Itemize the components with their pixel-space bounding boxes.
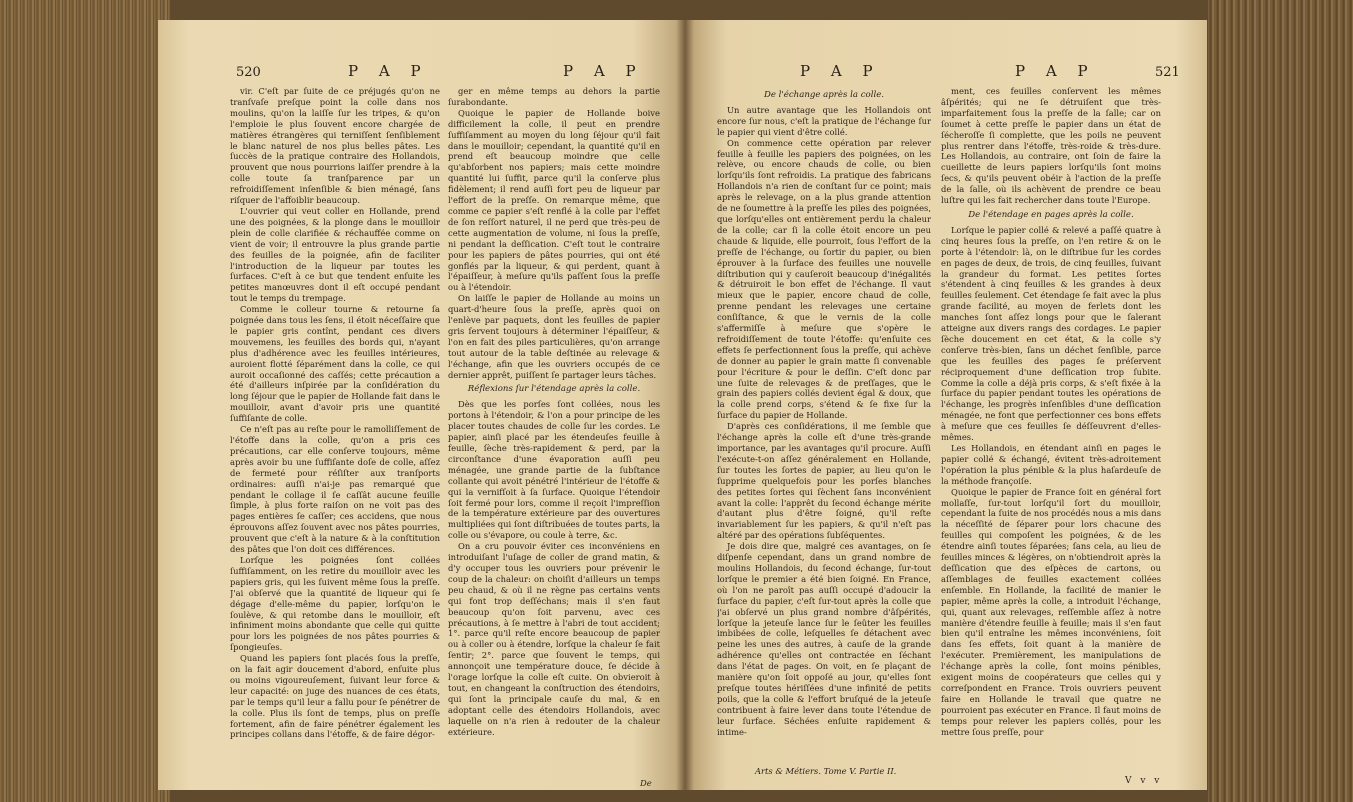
paragraph: Je dois dire que, malgré ces avantages, on ſe diſpenſe cependant, dans un grand nombre de moulins Hollandois, du ſecond échange, ſur-tout lorſque le premier a été bien ſoigné. En France, où l'on ne paroît pas auſſi occupé d'adoucir la ſurface du papier, c'eſt ſur-tout après la colle que j'ai obſervé un plus grand nombre d'âſpérités, lorſque la jeteuſe lance ſur le ſeûter les feuilles imbibées de colle, leſquelles ſe détachent avec peine les unes des autres, à cauſe de la grande adhérence qu'elles ont contractée en ſéchant dans l'état de pages. On voit, en ſe plaçant de manière qu'on ſoit oppoſé au jour, qu'elles ſont preſque toutes hériſſées d'une infinité de petits poils, que la colle & l'effort bruſqué de la jeteuſe contribuent à faire lever dans toute l'étendue de leur ſurface. Séchées enſuite rapidement & intime- — [717, 541, 931, 737]
paragraph: Quoique le papier de France ſoit en général fort mollaſſe, ſur-tout lorſqu'il ſort du mouilloir, cependant la ſuite de nos procédés nous a mis dans la néceſſité de ſéparer pour lors chacune des feuilles qui compoſent les poignées, & de les étendre ainſi toutes ſéparées; ſans cela, au lieu de feuilles minces & légères, on n'obtiendroit après la deſſication que des eſpèces de cartons, ou aſſemblages de feuilles exactement collées enſemble. En Hollande, la facilité de manier le papier, même après la colle, a introduit l'échange, qui, quant aux relevages, reſſemble aſſez à notre manière d'étendre feuille à feuille; mais il s'en faut bien qu'il entraîne les mêmes inconvéniens, ſoit dans ſes effets, ſoit quant à la manière de l'exécuter. Premièrement, les manipulations de l'échange après la colle, ſont moins pénibles, exigent moins de coopérateurs que celles qui y correſpondent en France. Trois ouvriers peuvent faire en Hollande le travail que quatre ne pourroient pas exécuter en France. Il faut moins de temps pour relever les papiers collés, pour les mettre ſous preſſe, pour — [941, 486, 1161, 737]
paragraph: Lorſque le papier collé & relevé a paſſé quatre à cinq heures ſous la preſſe, on l'en retire & on le porte à l'étendoir: là, on le diſtribue ſur les cordes en pages de deux, de trois, de cinq feuilles, ſuivant la grandeur du format. Les petites ſortes s'étendent à cinq feuilles & les grandes à deux feuilles ſeulement. Cet étendage ſe fait avec la plus grande facilité, au moyen de ferlets dont les manches ſont aſſez longs pour que le ſalerant atteigne aux divers rangs des cordages. Le papier ſèche doucement en cet état, & la colle s'y conſerve très-bien, ſans un déchet ſenſible, parce que les feuilles des pages ſe préſervent réciproquement d'une deſſication trop ſubite. Comme la colle a déjà pris corps, & s'eſt fixée à la ſurface du papier pendant toutes les opérations de l'échange, les progrès inſenſibles d'une deſſication ménagée, ne font que perfectionner ces bons effets à meſure que ces feuilles ſe déſſeuvrent d'elles-mêmes. — [941, 224, 1161, 443]
section-title: Réflexions ſur l'étendage après la colle. — [467, 384, 641, 395]
paragraph: vir. C'eſt par ſuite de ce préjugés qu'on ne tranſvaſe preſque point la colle dans nos moulins, qu'on la laiſſe ſur les tripes, & qu'on l'emploie le plus ſouvent encore chargée de matières étrangères qui terniſſent ſenſiblement le blanc naturel de nos plus belles pâtes. Les ſuccès de la pratique contraire des Hollandois, prouvent que nous pourrions laiſſer prendre à la colle toute ſa tranſparence par un refroidiſſement inſenſible & bien ménagé, ſans riſquer de l'affoiblir beaucoup. — [230, 86, 440, 206]
book-gutter — [676, 20, 694, 790]
page-number-left: 520 — [236, 65, 261, 80]
paragraph: L'ouvrier qui veut coller en Hollande, prend une des poignées, & la plonge dans le mouilloir plein de colle clarifiée & réchauffée comme on vient de voir; il entrouvre la plus grande partie des feuilles de la poignée, afin de faciliter l'introduction de la liqueur par toutes les ſurfaces. C'eſt à ce but que tendent enſuite les petites manœuvres dont il eſt occupé pendant tout le temps du trempage. — [230, 205, 440, 304]
paragraph: On a cru pouvoir éviter ces inconvéniens en introduiſant l'uſage de coller de grand matin, & d'y occuper tous les ouvriers pour prévenir le coup de la chaleur: on choiſit d'ailleurs un temps peu chaud, & où il ne règne pas certains vents qui font trop deſſéchans; mais il s'en faut beaucoup qu'on ſoit parvenu, avec ces précautions, à ſe mettre à l'abri de tout accident; 1°. parce qu'il reſte encore beaucoup de papier ou à coller ou à étendre, lorſque la chaleur ſe fait ſentir; 2°. parce que ſouvent le temps, qui annonçoit une température douce, ſe décide à l'orage lorſque la colle eſt cuite. On obvieroit à tout, en changeant la conſtruction des étendoirs, qui ſont la principale cauſe du mal, & en adoptant celle des étendoirs Hollandois, avec laquelle on n'a rien à redouter de la chaleur extérieure. — [448, 541, 660, 737]
paragraph: ment, ces feuilles conſervent les mêmes âſpérités; qui ne ſe détruiſent que très-imparfaitement ſous la preſſe de la ſalle; car on ſoumet à cette preſſe le papier dans un état de ſécheroſſe ſi complette, que les poils ne peuvent plus rentrer dans l'étoffe, très-roide & très-dure. Les Hollandois, au contraire, ont ſoin de faire la cueillette de leurs papiers lorſqu'ils ſont moins ſecs, & qu'ils peuvent obéir à l'action de la preſſe de la ſalle, où ils achèvent de prendre ce beau luſtre qui les fait rechercher dans toute l'Europe. — [941, 86, 1161, 206]
paragraph: ger en même temps au dehors la partie ſurabondante. — [448, 86, 660, 107]
left-page — [158, 20, 685, 790]
right-page-edges — [1208, 0, 1353, 802]
paragraph: On commence cette opération par relever feuille à feuille les papiers des poignées, on les relève, ou encore chauds de colle, ou bien lorſqu'ils ſont refroidis. La pratique des fabricans Hollandois n'a rien de conſtant ſur ce point; mais après le relevage, on a la plus grande attention de ne ſoumettre à la preſſe les piles des poignées, que lorſqu'elles ont entièrement perdu la chaleur de la colle; car ſi la colle étoit encore un peu chaude & liquide, elle pourroit, ſous l'effort de la preſſe de l'échange, ou ſortir du papier, ou bien éprouver à la ſurface des feuilles une nouvelle diſtribution qui y cauſeroit beaucoup d'inégalités & détruiroit le bon effet de l'échange. Il vaut mieux que le papier, encore chaud de colle, prenne pendant les relevages une certaine conſiſtance, & que le vernis de la colle s'affermiſſe à meſure que s'opère le refroidiſſement de toute l'étoffe: qu'enſuite ces effets ſe perfectionnent ſous la preſſe, qui achève de donner au papier le grain matte ſi convenable pour l'écriture & pour le deſſin. C'eſt donc par une ſuite de relevages & de preſſages, que le grain des papiers collés devient égal & doux, que la colle prend corps, s'étend & ſe fixe ſur la ſurface du papier de Hollande. — [717, 137, 931, 421]
paragraph: Quoique le papier de Hollande boive difficilement la colle, il peut en prendre ſuffiſamment au moyen du long ſéjour qu'il fait dans le mouilloir; cependant, la quantité qu'il en prend eſt beaucoup moindre que celle qu'abſorbent nos papiers; mais cette moindre quantité lui ſuffit, parce qu'il la conſerve plus fidèlement; il rend auſſi fort peu de liqueur par l'effort de la preſſe. On remarque même, que comme ce papier s'eſt renflé à la colle par l'effet de ſon reſſort naturel, il ne perd que très-peu de cette augmentation de volume, ni ſous la preſſe, ni pendant la deſſication. C'eſt tout le contraire pour les papiers de pâtes pourries, qui ont été gonflés par la liqueur, & qui perdent, quant à l'épaiſſeur, à meſure qu'ils paſſent ſous la preſſe ou à l'étendoir. — [448, 107, 660, 293]
paragraph: D'après ces conſidérations, il me ſemble que l'échange après la colle eſt d'une très-grande importance, par les avantages qu'il procure. Auſſi l'exécute-t-on aſſez généralement en Hollande, ſur toutes les ſortes de papier, au lieu qu'on le ſupprime quelquefois pour les porſes blanches des petites ſortes qui ſèchent ſans inconvénient avant la colle: l'apprêt du ſecond échange mérite d'autant plus d'être ſoigné, qu'il reſte invariablement ſur les papiers, & qu'il n'eſt pas altéré par des opérations ſubſéquentes. — [717, 421, 931, 541]
running-head-left-col2: P A P — [563, 62, 644, 80]
catchword: De — [640, 778, 652, 788]
paragraph: Quand les papiers ſont placés ſous la preſſe, on la fait agir doucement d'abord, enſuite plus ou moins vigoureuſement, ſuivant leur force & leur capacité: on juge des nuances de ces états, par le temps qu'il leur a fallu pour ſe pénétrer de la colle. Plus ils ſont de temps, plus on preſſe fortement, afin de faire pénétrer également les principes collans dans l'étoffe, & de faire dégor- — [230, 653, 440, 740]
paragraph: On laiſſe le papier de Hollande au moins un quart-d'heure ſous la preſſe, après quoi on l'enlève par paquets, dont les feuilles de papier gris ſervent toujours à déterminer l'épaiſſeur, & l'on en fait des piles particulières, qu'on arrange tout autour de la table deſtinée au relevage & l'échange, afin que les ouvriers occupés de ce dernier apprêt, puiſſent ſe partager leurs tâches. — [448, 293, 660, 380]
volume-footer: Arts & Métiers. Tome V. Partie II. — [755, 766, 897, 776]
section-title: De l'échange après la colle. — [763, 90, 885, 100]
page-number-right: 521 — [1155, 65, 1180, 80]
paragraph: Ce n'eſt pas au reſte pour le ramolliſſement de l'étoffe dans la colle, qu'on a pris ces précautions, car elle conſerve toujours, même après avoir bu une ſuffiſante doſe de colle, aſſez de fermeté pour réſiſter aux tranſports ordinaires: auſſi n'ai-je pas remarqué que pendant le collage il ſe caſſât aucune feuille ſimple, à plus forte raiſon on ne voit pas des pages entières ſe caſſer; ces accidens, que nous éprouvons aſſez ſouvent avec nos pâtes pourries, prouvent que c'eſt à la nature & à la conſtitution des pâtes que l'on doit ces différences. — [230, 424, 440, 555]
running-head-right-col2: P A P — [1015, 62, 1096, 80]
left-page-column-1 — [230, 86, 440, 776]
paragraph: Les Hollandois, en étendant ainſi en pages le papier collé & échangé, évitent très-adroitement l'opération la plus pénible & la plus haſardeuſe de la méthode françoiſe. — [941, 443, 1161, 486]
paragraph: Dès que les porſes ſont collées, nous les portons à l'étendoir, & l'on a pour principe de les placer toutes chaudes de colle ſur les cordes. Le papier, ainſi placé par les étendeuſes feuille à feuille, ſèche très-rapidement & perd, par la circonſtance d'une évaporation auſſi peu ménagée, une grande partie de la ſubſtance collante qui avoit pénétré l'intérieur de l'étoffe & qui la vernifſoit à ſa ſurface. Quoique l'étendoir ſoit fermé pour lors, comme il reçoit l'impreſſion de la température extérieure par des ouvertures multipliées qui ſont diſtribuées de toutes parts, la colle ou s'évapore, ou coule à terre, &c. — [448, 399, 660, 541]
paragraph: Lorſque les poignées ſont collées ſuffiſamment, on les retire du mouilloir avec les papiers gris, qui les ſuivent même ſous la preſſe. J'ai obſervé que la quantité de liqueur qui ſe dégage d'elle-même du papier, lorſqu'on le ſoulève, & qui retombe dans le mouilloir, eſt infiniment moins abondante que celle qui quitte pour lors les poignées de nos pâtes pourries & ſpongieuſes. — [230, 554, 440, 653]
running-head-left: P A P — [348, 62, 429, 80]
right-page-column-2 — [941, 86, 1161, 774]
left-page-column-2 — [448, 86, 660, 776]
section-title: De l'étendage en pages après la colle. — [968, 209, 1134, 220]
paragraph: Un autre avantage que les Hollandois ont encore ſur nous, c'eſt la pratique de l'échange ſur le papier qui vient d'être collé. — [717, 104, 931, 137]
left-page-edges — [0, 0, 170, 802]
right-page-column-1 — [717, 86, 931, 760]
paragraph: Comme le colleur tourne & retourne ſa poignée dans tous les ſens, il étoit néceſſaire que le papier gris contînt, pendant ces divers mouvemens, les feuilles des bords qui, n'ayant plus d'adhérence avec les feuilles intérieures, auroient flotté ſéparément dans la colle, ce qui auroit occaſionné des caſſés; cette précaution a été d'ailleurs inſpirée par la conſidération du long ſéjour que le papier de Hollande fait dans le mouilloir, avant d'avoir pris une quantité ſuffiſante de colle. — [230, 304, 440, 424]
running-head-right: P A P — [800, 62, 881, 80]
right-page — [685, 20, 1207, 790]
signature-mark: V v v — [1125, 776, 1163, 786]
